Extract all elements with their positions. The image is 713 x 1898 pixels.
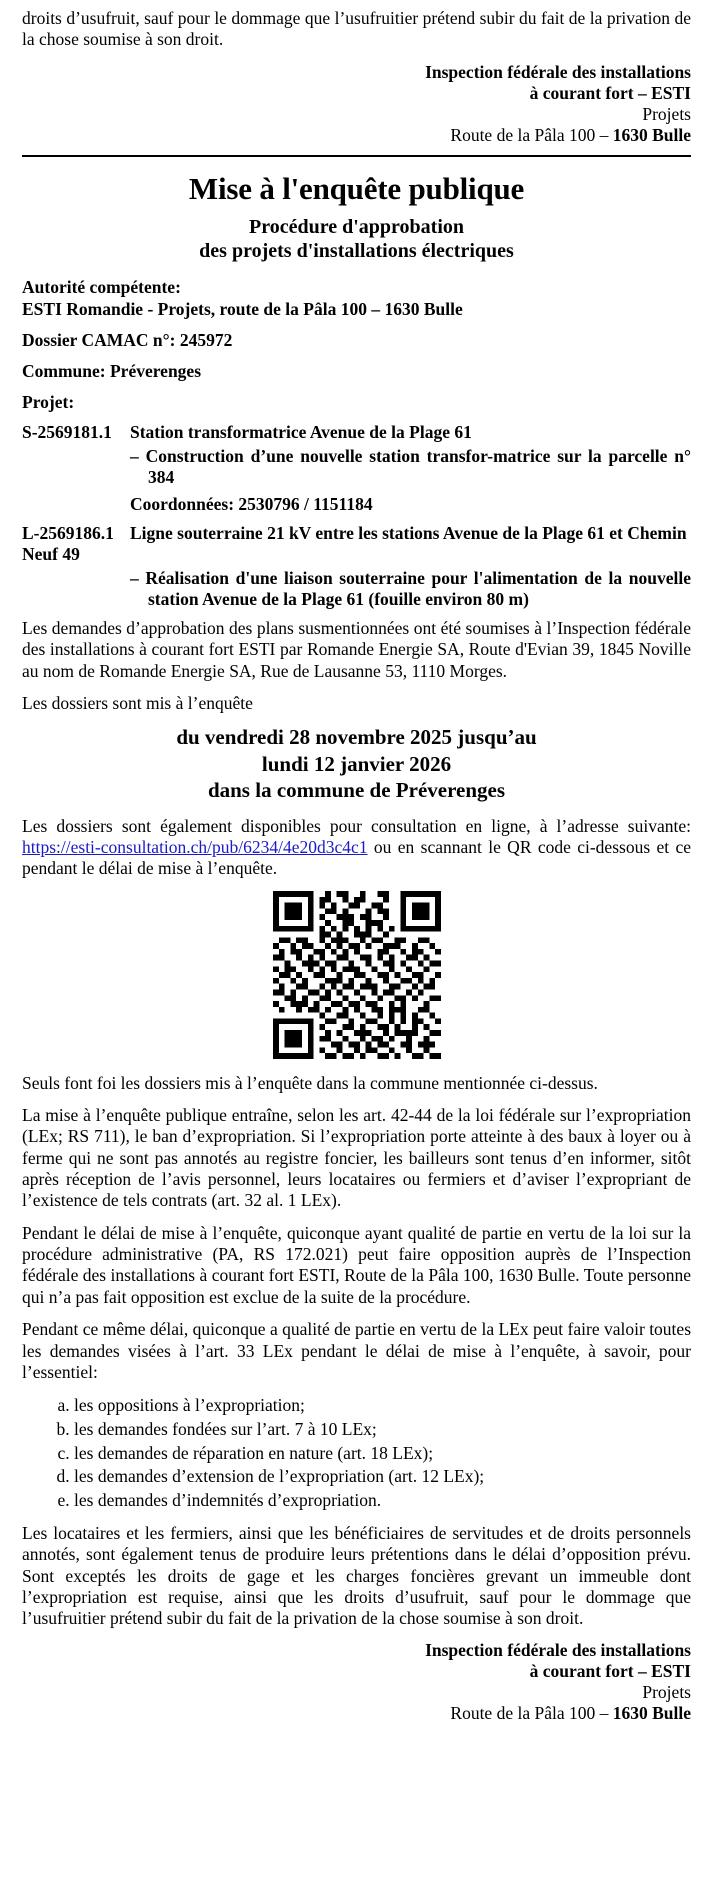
list-item: b. les demandes fondées sur l’art. 7 à 10 LEx;: [74, 1418, 691, 1441]
dossier-field: [22, 330, 691, 352]
signature-line3: Projets: [642, 103, 691, 124]
enquiry-dates: [22, 724, 691, 803]
signature-address-prefix: Route de la Pâla 100 –: [450, 1702, 613, 1723]
signature-line3: Projets: [642, 1681, 691, 1702]
signature-address-city: 1630 Bulle: [612, 1702, 691, 1723]
project-title: Station transformatrice Avenue de la Plage 61: [130, 421, 472, 442]
signature-line4: [22, 1703, 691, 1724]
project-heading: [22, 422, 691, 443]
dates-line2: lundi 12 janvier 2026: [261, 751, 452, 776]
demandes-paragraph: Les demandes d’approbation des plans susmentionnées ont été soumises à l’Inspection fédérale des installations à courant fort ESTI par Romande Energie SA, Route d'Evian 39, 1845 Noville au nom de Romande Energie SA, Rue de Lausanne 53, 1110 Morges.: [22, 617, 691, 681]
list-item: e. les demandes d’indemnités d’expropriation.: [74, 1489, 691, 1512]
list-item: a. les oppositions à l’expropriation;: [74, 1394, 691, 1417]
dossiers-intro-paragraph: Les dossiers sont mis à l’enquête: [22, 693, 253, 713]
signature-block-top: [22, 62, 691, 146]
signature-line2: à courant fort – ESTI: [529, 82, 691, 103]
qr-code-container: [22, 891, 691, 1059]
project-reference: S-2569181.1: [22, 421, 112, 442]
opposition-paragraph: Pendant le délai de mise à l’enquête, quiconque ayant qualité de partie en vertu de la loi sur la procédure administrative (PA, RS 172.021) peut faire opposition auprès de l’Inspection fédérale des installations à courant fort ESTI, Route de la Pâla 100, 1630 Bulle. Toute personne qui n’a pas fait opposition est exclue de la suite de la procédure.: [22, 1222, 691, 1307]
consultation-link[interactable]: https://esti-consultation.ch/pub/6234/4e20d3c4c1: [22, 837, 368, 858]
list-item: c. les demandes de réparation en nature (art. 18 LEx);: [74, 1442, 691, 1465]
project-item: [22, 422, 691, 515]
signature-line4: [22, 125, 691, 146]
project-section-label: Projet:: [22, 391, 75, 412]
top-continuation-paragraph: droits d’usufruit, sauf pour le dommage que l’usufruitier prétend subir du fait de la privation de la chose soumise à son droit.: [22, 8, 691, 50]
signature-block-bottom: [22, 1640, 691, 1724]
project-detail: – Réalisation d'une liaison souterraine pour l'alimentation de la nouvelle station Avenue de la Plage 61 (fouille environ 80 m): [130, 567, 691, 609]
dates-line3: dans la commune de Préverenges: [207, 778, 506, 803]
dates-line1: du vendredi 28 novembre 2025 jusqu’au: [176, 725, 537, 750]
online-consultation-paragraph: [22, 816, 691, 880]
qr-code-icon: [273, 891, 441, 1059]
project-heading: [22, 523, 691, 565]
subtitle-line1: Procédure d'approbation: [248, 215, 465, 238]
locataires-paragraph: Les locataires et les fermiers, ainsi que les bénéficiaires de servitudes et de droits personnels annotés, sont également tenus de produire leurs prétentions dans le délai d’opposition prévu. Sont exceptés les droits de gage et les charges foncières grevant un immeuble dont l’expropriation est requise, ainsi que les droits d’usufruit, sauf pour le dommage que l’usufruitier prétend subir du fait de la privation de la chose soumise à son droit.: [22, 1522, 691, 1629]
subtitle-line2: des projets d'installations électriques: [199, 240, 514, 263]
signature-address-city: 1630 Bulle: [612, 124, 691, 145]
list-item: d. les demandes d’extension de l’expropriation (art. 12 LEx);: [74, 1465, 691, 1488]
demandes-lex-paragraph: Pendant ce même délai, quiconque a qualité de partie en vertu de la LEx peut faire valoir toutes les demandes visées à l’art. 33 LEx pendant le délai de mise à l’enquête, à savoir, pour l’essentiel:: [22, 1319, 691, 1382]
online-text-before: Les dossiers sont également disponibles pour consultation en ligne, à l’adresse suivante:: [22, 815, 691, 836]
commune-value: Préverenges: [109, 361, 202, 382]
demandes-list: [22, 1394, 691, 1512]
signature-line1: Inspection fédérale des installations: [425, 1639, 691, 1660]
signature-line1: Inspection fédérale des installations: [425, 61, 691, 82]
project-item: [22, 523, 691, 610]
dossier-label: Dossier CAMAC n°:: [22, 330, 180, 351]
dossier-value: 245972: [179, 330, 233, 351]
mise-enquete-paragraph: La mise à l’enquête publique entraîne, selon les art. 42-44 de la loi fédérale sur l’expropriation (LEx; RS 711), le ban d’expropriation. Si l’expropriation porte atteinte à des baux à loyer ou à ferme qui ne sont pas annotés au registre foncier, les bailleurs sont tenus d’en informer, sitôt après réception de l’avis personnel, leurs locataires ou fermiers et d’aviser l’expropriant de l’existence de tels contrats (art. 32 al. 1 LEx).: [22, 1105, 691, 1211]
project-title: Ligne souterraine 21 kV entre les stations Avenue de la Plage 61 et Chemin Neuf 49: [22, 522, 687, 564]
authority-label: Autorité compétente:: [22, 277, 181, 298]
authority-field: [22, 277, 691, 321]
horizontal-divider: [22, 155, 691, 157]
project-reference: L-2569186.1: [22, 522, 114, 543]
signature-address-prefix: Route de la Pâla 100 –: [450, 124, 613, 145]
commune-field: [22, 361, 691, 383]
page-title: Mise à l'enquête publique: [188, 170, 525, 206]
authority-value: ESTI Romandie - Projets, route de la Pâla 100 – 1630 Bulle: [22, 299, 463, 320]
seuls-paragraph: Seuls font foi les dossiers mis à l’enquête dans la commune mentionnée ci-dessus.: [22, 1072, 598, 1093]
project-detail: – Construction d’une nouvelle station transfor-matrice sur la parcelle n° 384: [130, 445, 691, 487]
commune-label: Commune:: [22, 361, 110, 382]
signature-line2: à courant fort – ESTI: [529, 1660, 691, 1681]
project-coordinates: Coordonnées: 2530796 / 1151184: [130, 493, 373, 514]
page-subtitle: [22, 215, 691, 264]
online-text-after: ou en scannant le QR code ci-dessous et ce pendant le délai de mise à l’enquête.: [22, 837, 691, 879]
